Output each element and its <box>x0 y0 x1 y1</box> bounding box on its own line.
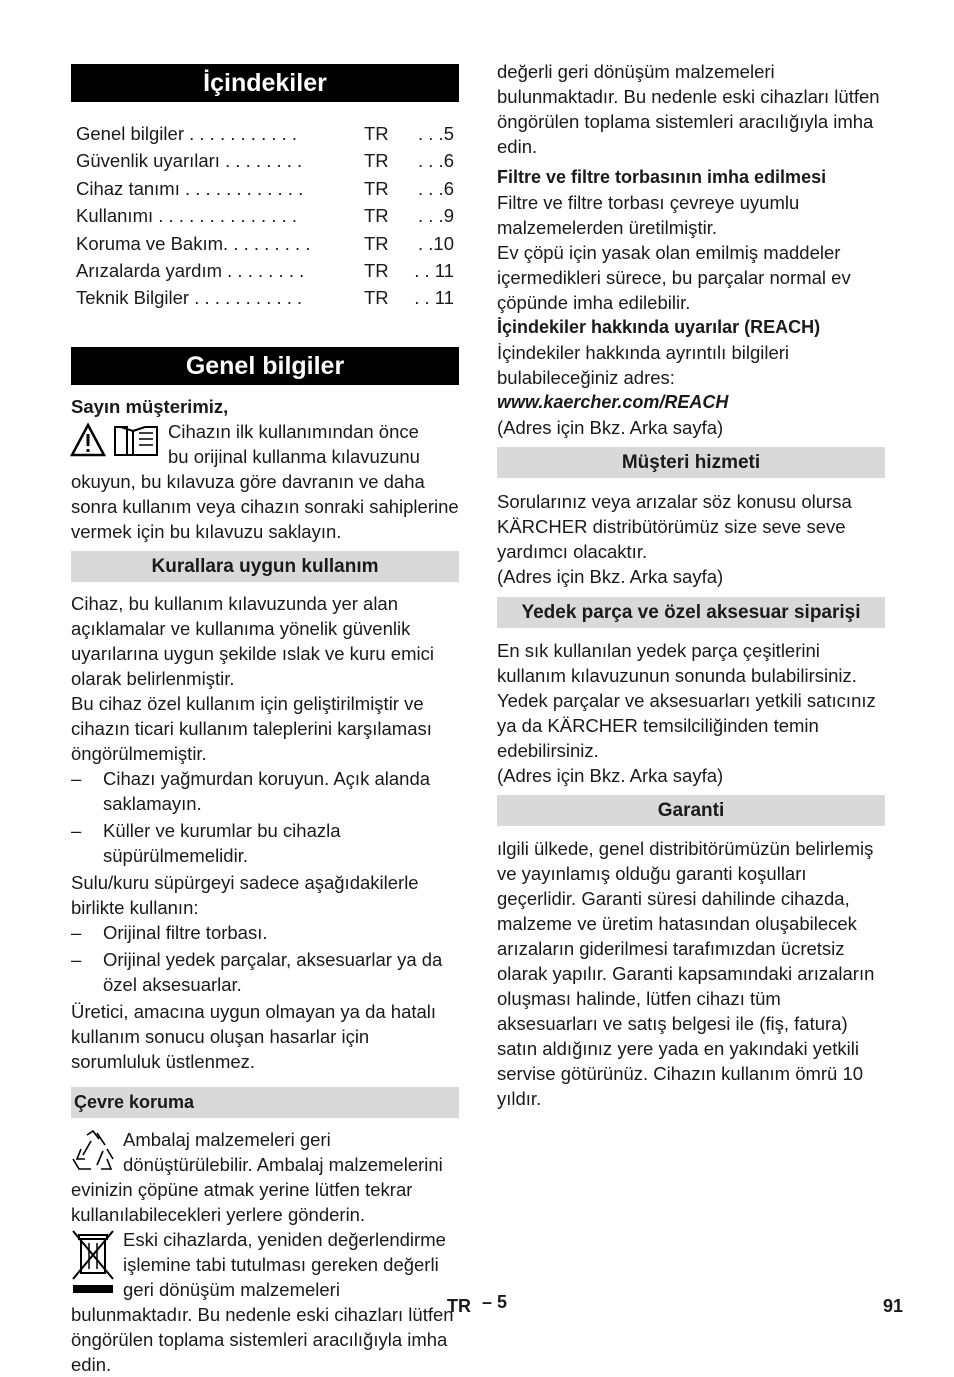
parts-p2: Yedek parçalar ve aksesuarları yetkili satıcınız ya da KÄRCHER temsilciliğinden temin edebilirsiniz. <box>497 690 876 761</box>
toc-entry-page: . . .5 <box>418 123 454 144</box>
toc-entry-title: Güvenlik uyarıları . . . . . . . . <box>76 150 303 172</box>
intro-rest: okuyun, bu kılavuza göre davranın ve daha sonra kullanım veya cihazın sonraki sahiplerine vermek için bu kılavuzu saklayın. <box>71 470 459 542</box>
toc-entry[interactable] <box>76 257 454 284</box>
toc-entry-lang: TR <box>364 232 389 254</box>
toc-entry-page: . . 11 <box>414 287 454 309</box>
filter-p2: Ev çöpü için yasak olan emilmiş maddeler içermedikleri sürece, bu parçalar normal ev çöpünde imha edilebilir. <box>497 242 851 313</box>
proper-use-list-2 <box>71 920 459 997</box>
env-recycle-paragraph <box>71 1127 459 1227</box>
list-item: – Orijinal filtre torbası. <box>71 920 459 945</box>
toc-entry-title: Teknik Bilgiler . . . . . . . . . . . <box>76 287 303 309</box>
toc-entry[interactable] <box>76 202 454 229</box>
proper-use-p3: Sulu/kuru süpürgeyi sadece aşağıdakilerle birlikte kullanın: <box>71 871 419 918</box>
reach-title: İçindekiler hakkında uyarılar (REACH) <box>497 317 821 337</box>
reach-url[interactable]: www.kaercher.com/REACH <box>497 392 729 412</box>
crossed-bin-icon <box>71 1229 115 1293</box>
service-title: Müşteri hizmeti <box>497 447 885 478</box>
service-text: Sorularınız veya arızalar söz konusu olursa KÄRCHER distribütörümüz size seve seve yardımcı olacaktır. <box>497 491 852 562</box>
proper-use-p2: Bu cihaz özel kullanım için geliştirilmiştir ve cihazın ticari kullanım taleplerini karşılaması öngörülmemiştir. <box>71 692 432 764</box>
proper-use-title: Kurallara uygun kullanım <box>71 551 459 582</box>
parts-title: Yedek parça ve özel aksesuar siparişi <box>497 597 885 628</box>
toc-entry-page: . . 11 <box>414 259 454 281</box>
toc-entry-page: . .10 <box>418 232 454 254</box>
footer-section-page: – 5 <box>482 1292 508 1312</box>
filter-p1: Filtre ve filtre torbası çevreye uyumlu malzemelerden üretilmiştir. <box>497 192 800 238</box>
page-number: 91 <box>883 1296 904 1316</box>
left-column <box>71 64 459 1375</box>
reach-address: (Adres için Bkz. Arka sayfa) <box>497 417 724 438</box>
toc-entry[interactable] <box>76 147 454 174</box>
warning-book-icon <box>71 423 163 457</box>
toc-entry-page: . . .9 <box>418 205 454 227</box>
list-item: – Küller ve kurumlar bu cihazla süpürülmemelidir. <box>71 818 459 868</box>
table-of-contents <box>76 120 454 312</box>
list-item: – Cihazı yağmurdan koruyun. Açık alanda saklamayın. <box>71 766 459 816</box>
parts-address: (Adres için Bkz. Arka sayfa) <box>497 765 724 786</box>
toc-entry-lang: TR <box>364 150 389 172</box>
intro-line-2: bu orijinal kullanma kılavuzunu <box>168 445 420 467</box>
env-p1: Ambalaj malzemeleri geri dönüştürülebilir. Ambalaj malzemelerini evinizin çöpüne atmak yerine lütfen tekrar kullanılabilecekleri yerlere gönderin. <box>71 1128 443 1225</box>
toc-entry-title: Koruma ve Bakım. . . . . . . . . <box>76 232 311 254</box>
salutation: Sayın müşterimiz, <box>71 395 229 417</box>
env-title: Çevre koruma <box>71 1087 459 1118</box>
general-title: Genel bilgiler <box>71 347 459 385</box>
warning-manual-icons <box>71 419 168 469</box>
toc-entry[interactable] <box>76 230 454 257</box>
recycle-icon <box>71 1129 115 1173</box>
toc-entry-page: . . .6 <box>418 177 454 199</box>
footer-lang: TR <box>447 1296 471 1316</box>
intro-paragraph <box>71 419 459 544</box>
proper-use-p4: Üretici, amacına uygun olmayan ya da hatalı kullanım sonucu oluşan hasarlar için sorumluluk üstlenmez. <box>71 1000 437 1072</box>
warranty-text: ılgili ülkede, genel distribitörümüzün belirlemiş ve yayınlamış olduğu garanti koşulları geçerlidir. Garanti süresi dahilinde cihazda, malzeme ve üretim hatasından oluşabilecek arızaların giderilmesi tarafımızdan ücretsiz olarak yapılır. Garanti kapsamındaki arızaların oluşması halinde, lütfen cihazı tüm aksesuarları ve satış belgesi ile (fiş, fatura) satın aldığınız yere yada en yakındaki yetkili servise götürünüz. Cihazın kullanım ömrü 10 yıldır. <box>497 838 875 1109</box>
proper-use-list-1 <box>71 766 459 868</box>
env-p2-continuation: değerli geri dönüşüm malzemeleri bulunmaktadır. Bu nedenle eski cihazları lütfen öngörülen toplama sistemleri aracılığıyla imha edin. <box>497 61 880 157</box>
toc-entry-lang: TR <box>364 123 389 144</box>
proper-use-p1: Cihaz, bu kullanım kılavuzunda yer alan açıklamalar ve kullanıma yönelik güvenlik uyarılarına uygun şekilde ıslak ve kuru emici olarak belirlenmiştir. <box>71 592 434 689</box>
toc-entry-title: Kullanımı . . . . . . . . . . . . . . <box>76 205 298 227</box>
toc-entry-page: . . .6 <box>418 150 454 172</box>
toc-entry[interactable] <box>76 175 454 202</box>
parts-p1: En sık kullanılan yedek parça çeşitlerini kullanım kılavuzunun sonunda bulabilirsiniz. <box>497 640 857 686</box>
warranty-title: Garanti <box>497 795 885 826</box>
right-column <box>497 61 885 1111</box>
env-p2-start: Eski cihazlarda, yeniden değerlendirme işlemine tabi tutulması gereken değerli geri dönüşüm malzemeleri bulunmaktadır. Bu nedenle eski cihazları lütfen öngörülen toplama sistemleri aracılığıyla imha edin. <box>71 1228 454 1375</box>
toc-entry-lang: TR <box>364 177 389 199</box>
toc-entry[interactable] <box>76 284 454 311</box>
toc-title: İçindekiler <box>71 64 459 102</box>
reach-text: İçindekiler hakkında ayrıntılı bilgileri bulabileceğiniz adres: <box>497 342 790 388</box>
list-item: – Orijinal yedek parçalar, aksesuarlar ya da özel aksesuarlar. <box>71 947 459 997</box>
toc-entry[interactable] <box>76 120 454 147</box>
toc-entry-title: Genel bilgiler . . . . . . . . . . . <box>76 123 298 144</box>
toc-entry-title: Arızalarda yardım . . . . . . . . <box>76 259 305 281</box>
toc-entry-lang: TR <box>364 259 389 281</box>
toc-entry-lang: TR <box>364 205 389 227</box>
toc-entry-lang: TR <box>364 287 389 309</box>
service-address: (Adres için Bkz. Arka sayfa) <box>497 566 724 587</box>
toc-entry-title: Cihaz tanımı . . . . . . . . . . . . <box>76 177 304 199</box>
filter-title: Filtre ve filtre torbasının imha edilmesi <box>497 167 827 187</box>
intro-line-1: Cihazın ilk kullanımından önce <box>168 420 419 442</box>
